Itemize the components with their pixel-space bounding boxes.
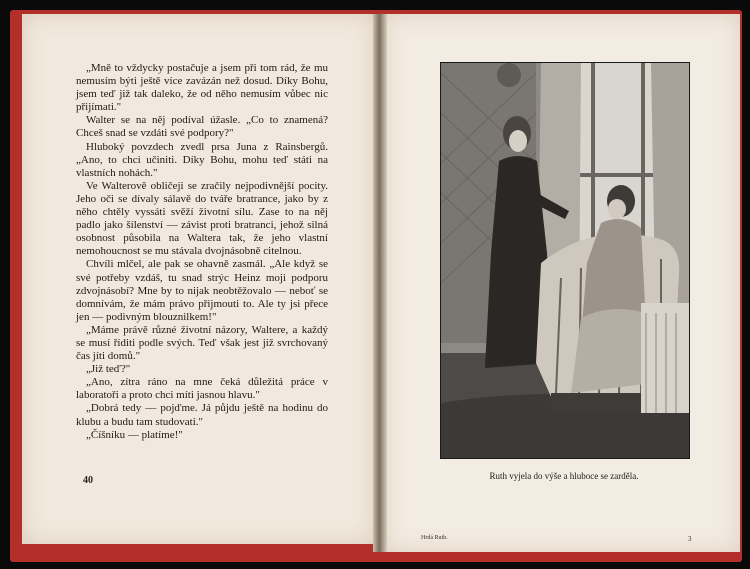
paragraph: „Dobrá tedy — pojďme. Já půjdu ještě na hodinu do klubu a budu tam studovati." (76, 402, 328, 428)
paragraph: „Mně to vždycky postačuje a jsem při tom rád, že mu nemusím býti ještě více zavázán než dosud. Díky Bohu, jsem teď již tak daleko, že od něho nemusím vůbec nic přijímati." (76, 62, 328, 114)
illustration-caption: Ruth vyjela do výše a hluboce se zarděla. (489, 471, 639, 481)
illustration (440, 62, 690, 459)
paragraph: „Ano, zítra ráno na mne čeká důležitá práce v laboratoři a proto chci míti jasnou hlavu." (76, 376, 328, 402)
signature-number: 3 (688, 535, 692, 543)
page-number-left: 40 (83, 475, 93, 486)
paragraph: Ve Walterově obličeji se zračily nejpodivnější pocity. Jeho oči se dívaly sálavě do tváře bratrance, jako by z něho chtěly vyssáti svěží životní sílu. Zase to na něj padlo jako šílenství — závist proti bratranci, jehož silná osobnost působila na Waltera tak, že jeho vlastní nemohoucnost se mu stávala dvojnásobně citelnou. (76, 179, 328, 258)
paragraph: Chvíli mlčel, ale pak se ohavně zasmál. „Ale když se své potřeby vzdáš, tu snad strýc Heinz moji podporu zdvojnásobí? Mne by to nijak neobtěžovalo — neboť se domnívám, že mám právo přijmouti to. Ale ty jsi přece jen — podivným blouznilkem!" (76, 258, 328, 323)
book-gutter (373, 14, 387, 552)
signature-mark: Hrdá Ruth. (421, 535, 448, 541)
paragraph: Walter se na něj podíval úžasle. „Co to znamená? Chceš snad se vzdáti své podpory?" (76, 114, 328, 140)
paragraph: „Již teď?" (86, 363, 131, 376)
illustration-artwork (441, 63, 689, 458)
paragraph: Hluboký povzdech zvedl prsa Juna z Rainsbergů. „Ano, to chci učiniti. Díky Bohu, mohu teď státi na vlastních nohách." (76, 140, 328, 179)
body-text (76, 62, 328, 442)
paragraph: „Máme právě různé životní názory, Waltere, a každý se musí říditi podle svých. Teď však jest již svrchovaný čas jíti domů." (76, 323, 328, 363)
paragraph: „Číšníku — platíme!" (86, 428, 183, 441)
